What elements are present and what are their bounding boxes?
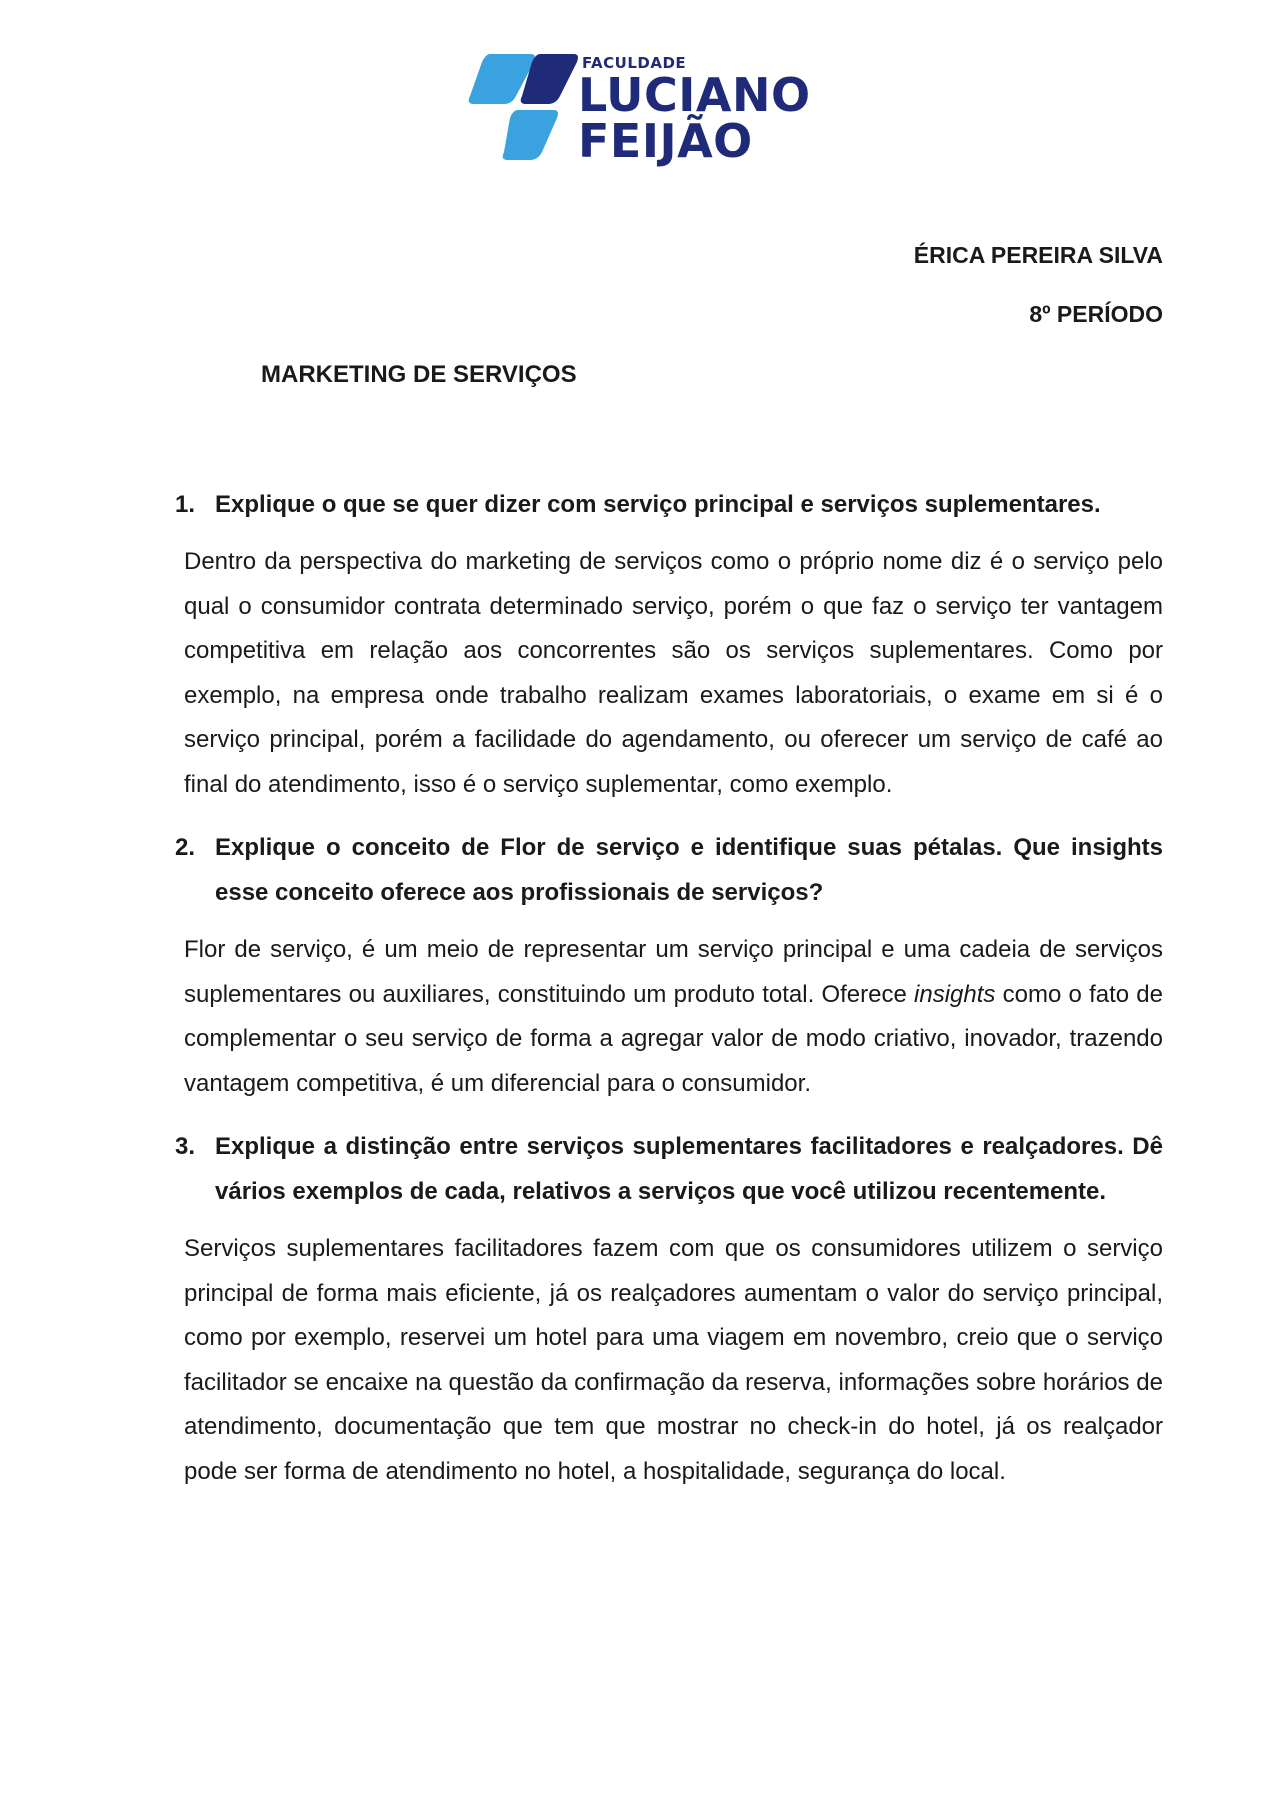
question-2 bbox=[175, 825, 1163, 915]
question-number: 3. bbox=[175, 1133, 196, 1160]
answer-text: Flor de serviço, é um meio de representar um serviço principal e uma cadeia de serviços suplementares ou auxiliares, constituindo um produto total. Oferece bbox=[184, 936, 1163, 1008]
faculty-logo bbox=[468, 52, 818, 168]
author-name: ÉRICA PEREIRA SILVA bbox=[913, 242, 1163, 268]
question-number: 1. bbox=[175, 491, 196, 518]
question-3 bbox=[175, 1124, 1163, 1214]
question-text: Explique o conceito de Flor de serviço e identifique suas pétalas. Que insights esse conceito oferece aos profissionais de serviços? bbox=[215, 834, 1163, 906]
answer-italic-term: insights bbox=[914, 980, 996, 1008]
answer-2 bbox=[184, 928, 1163, 1106]
question-text: Explique a distinção entre serviços suplementares facilitadores e realçadores. Dê vários exemplos de cada, relativos a serviços que você utilizou recentemente. bbox=[215, 1133, 1163, 1205]
document-title: MARKETING DE SERVIÇOS bbox=[261, 361, 577, 388]
answer-1: Dentro da perspectiva do marketing de serviços como o próprio nome diz é o serviço pelo qual o consumidor contrata determinado serviço, porém o que faz o serviço ter vantagem competitiva em relação aos concorrentes são os serviços suplementares. Como por exemplo, na empresa onde trabalho realizam exames laboratoriais, o exame em si é o serviço principal, porém a facilidade do agendamento, ou oferecer um serviço de café ao final do atendimento, isso é o serviço suplementar, como exemplo. bbox=[184, 548, 1163, 798]
answer-3: Serviços suplementares facilitadores fazem com que os consumidores utilizem o serviço principal de forma mais eficiente, já os realçadores aumentam o valor do serviço principal, como por exemplo, reservei um hotel para uma viagem em novembro, creio que o serviço facilitador se encaixe na questão da confirmação da reserva, informações sobre horários de atendimento, documentação que tem que mostrar no check-in do hotel, já os realçador pode ser forma de atendimento no hotel, a hospitalidade, segurança do local. bbox=[184, 1235, 1163, 1485]
question-1 bbox=[175, 482, 1163, 527]
logo-mark-icon bbox=[468, 52, 578, 162]
answer-text: como o fato de complementar o seu serviço de forma a agregar valor de modo criativo, inovador, trazendo vantagem competitiva, é um diferencial para o consumidor. bbox=[184, 980, 1164, 1097]
logo-feijao-text: FEIJÃO bbox=[578, 114, 753, 168]
question-number: 2. bbox=[175, 834, 196, 861]
logo-luciano-text: LUCIANO bbox=[578, 68, 811, 122]
period-label: 8º PERÍODO bbox=[1029, 301, 1163, 327]
document-content bbox=[175, 482, 1163, 1512]
question-text: Explique o que se quer dizer com serviço principal e serviços suplementares. bbox=[215, 491, 1101, 518]
logo-faculdade-text: FACULDADE bbox=[582, 54, 687, 72]
